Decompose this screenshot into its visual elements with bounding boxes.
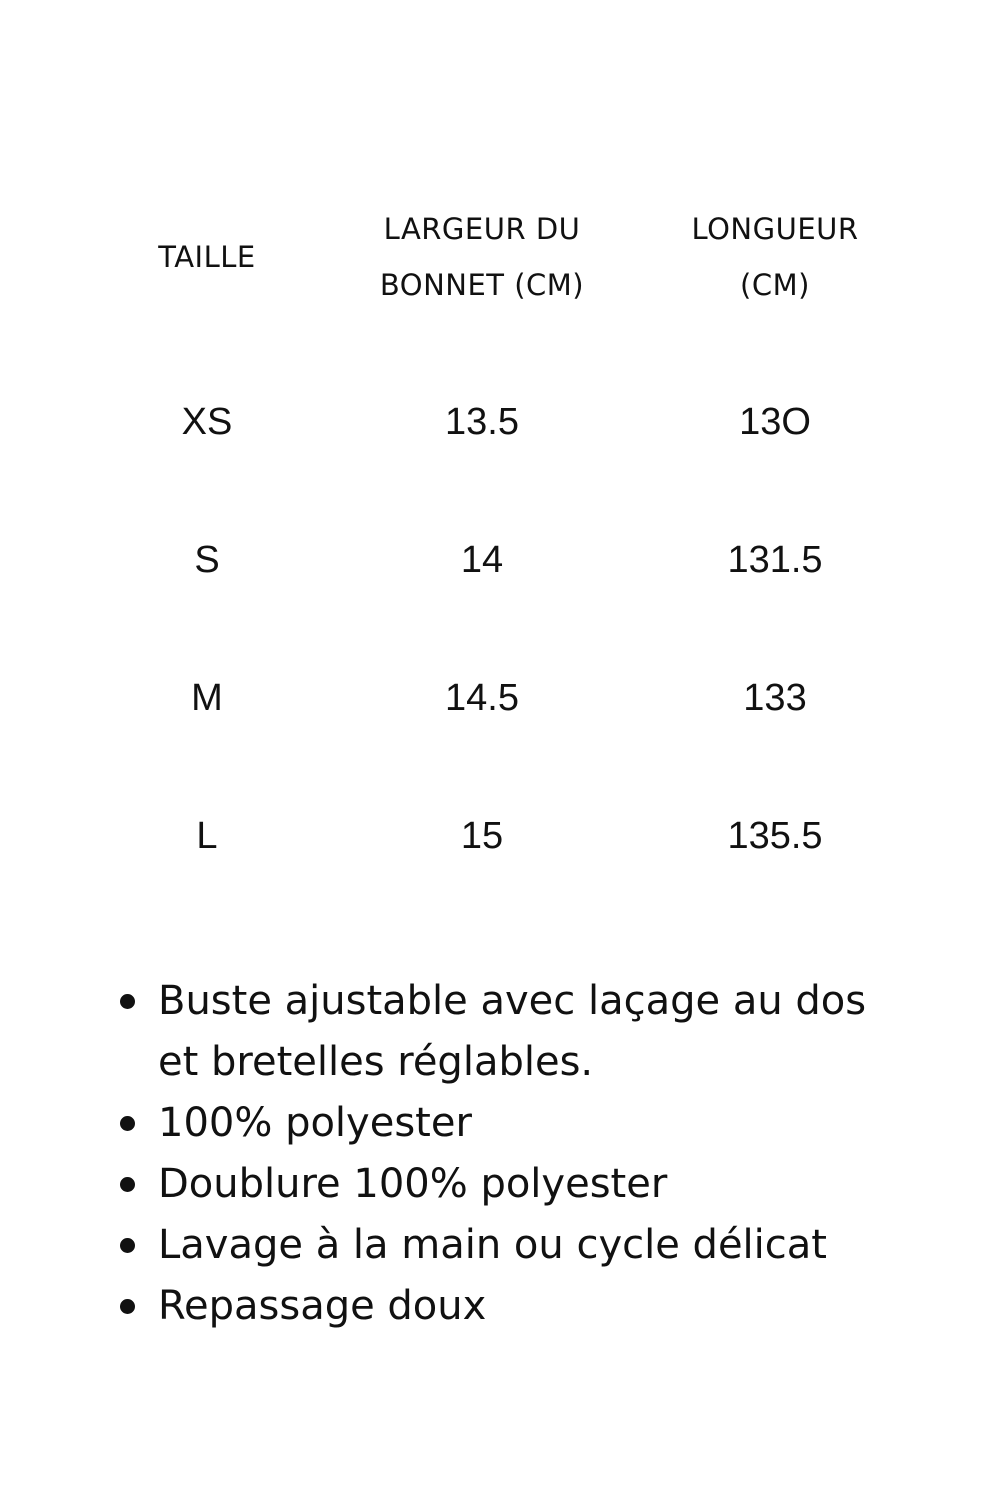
header-cup-width-line1: LARGEUR DU [383,212,581,246]
header-cup-width-line2: BONNET (CM) [379,268,585,302]
bullet-icon [120,994,135,1009]
feature-item [158,1093,898,1154]
feature-item [158,1276,898,1337]
bullet-icon [120,1238,135,1253]
product-features-list [158,971,898,1337]
feature-text: Buste ajustable avec laçage au dos et bretelles réglables. [158,978,867,1085]
table-row-2-cup-width: 14 [460,539,504,581]
feature-item [158,1215,898,1276]
feature-item [158,1154,898,1215]
feature-text: Repassage doux [158,1283,487,1329]
header-cup-width [380,201,584,313]
table-row-1-length: 13O [739,401,811,443]
bullet-icon [120,1177,135,1192]
bullet-icon [120,1299,135,1314]
feature-text: Lavage à la main ou cycle délicat [158,1222,827,1268]
table-row-3-cup-width: 14.5 [445,677,519,719]
table-row-3-size: M [191,677,223,719]
table-row-2-length: 131.5 [727,539,823,581]
header-size [158,229,256,285]
header-length [691,201,858,313]
header-length-line2: (CM) [740,268,810,302]
feature-text: Doublure 100% polyester [158,1161,668,1207]
header-length-line1: LONGUEUR [691,212,859,246]
table-row-3-length: 133 [743,677,807,719]
table-row-4-length: 135.5 [727,815,823,857]
table-row-1-size: XS [181,401,233,443]
feature-text: 100% polyester [158,1100,472,1146]
feature-item [158,971,898,1093]
table-row-4-size: L [196,815,218,857]
header-size-label: TAILLE [158,240,256,274]
bullet-icon [120,1116,135,1131]
table-row-1-cup-width: 13.5 [445,401,519,443]
table-row-2-size: S [194,539,220,581]
table-row-4-cup-width: 15 [460,815,504,857]
